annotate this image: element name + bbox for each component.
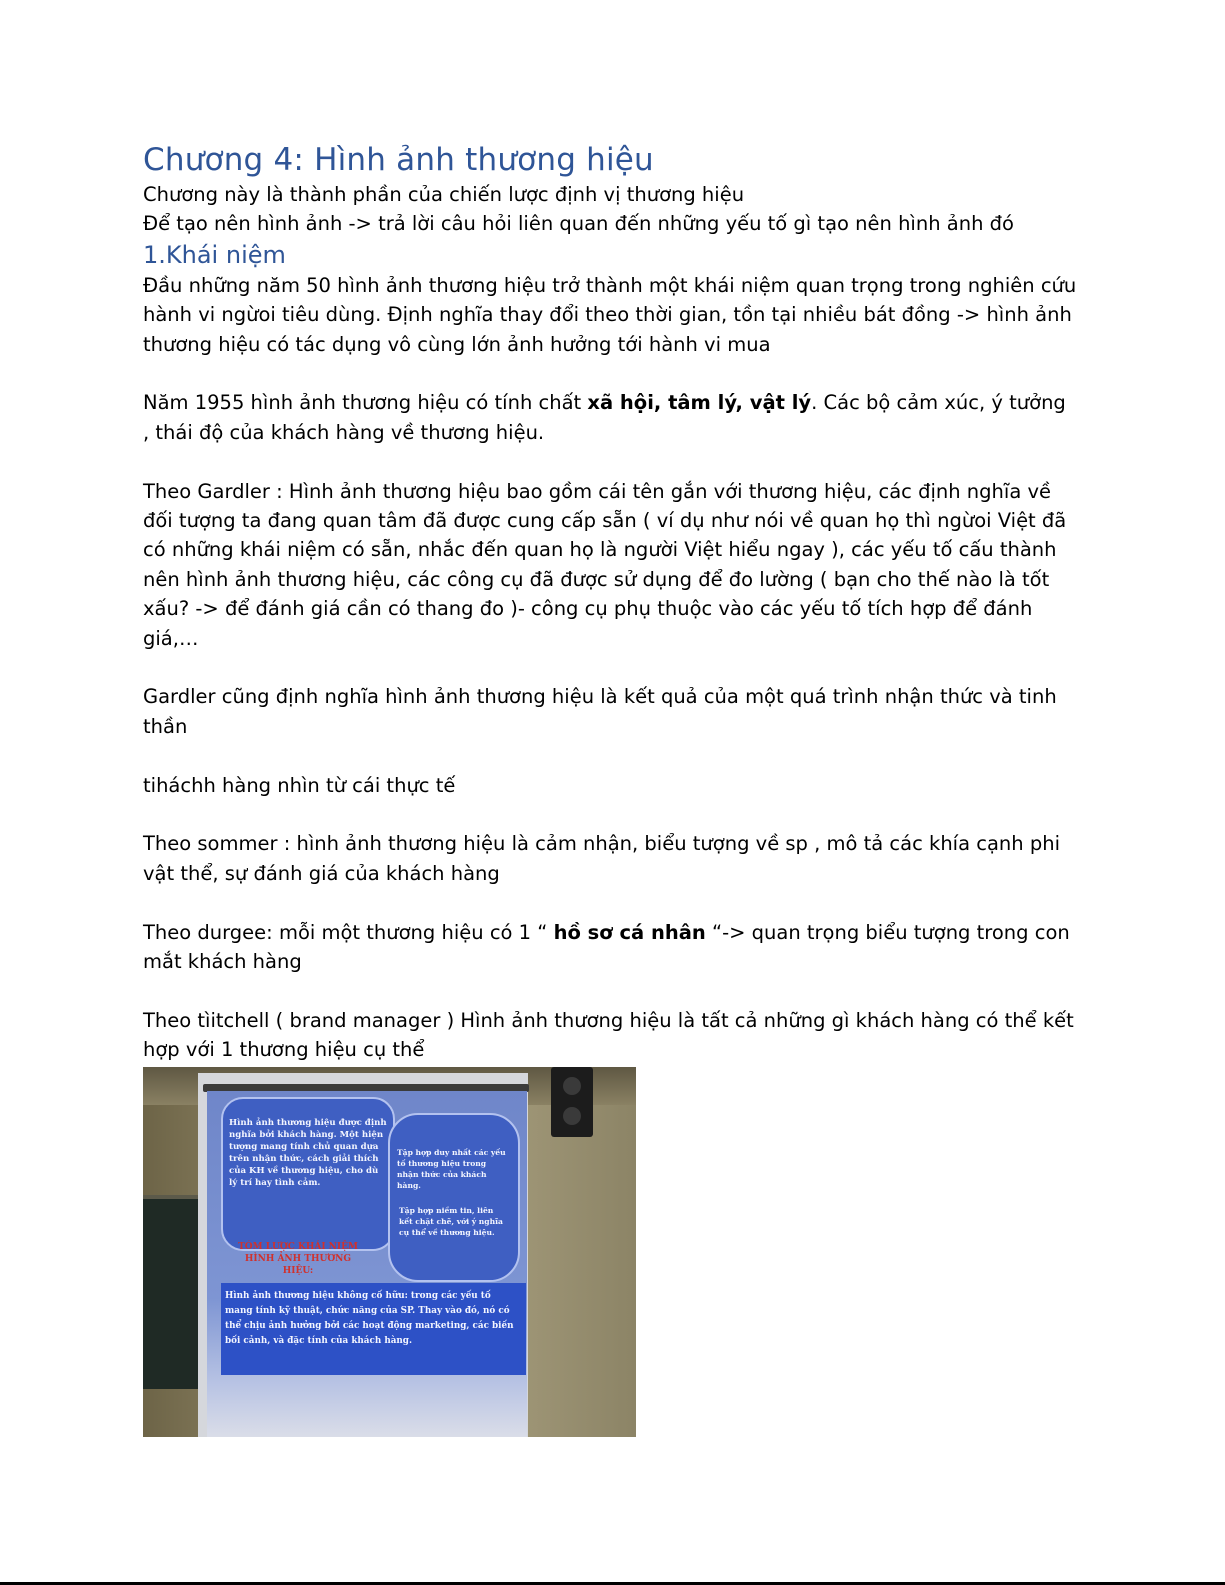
slide-bottom-text: Hình ảnh thương hiệu không cố hữu: trong các yếu tố mang tính kỹ thuật, chức năng của SP. Thay vào đó, nó có thể chịu ảnh hưởng bởi các hoạt động marketing, các biến bối cảnh, và đặc tính của khách hàng. <box>225 1290 514 1346</box>
speaker-icon <box>551 1067 593 1137</box>
slide-photo <box>143 1067 636 1437</box>
paragraph-gardler: Theo Gardler : Hình ảnh thương hiệu bao gồm cái tên gắn với thương hiệu, các định nghĩa về đối tượng ta đang quan tâm đã được cung cấp sẵn ( ví dụ như nói về quan họ thì ngừoi Việt đã có những khái niệm có sẵn, nhắc đến quan họ là người Việt hiểu ngay ), các yếu tố cấu thành nên hình ảnh thương hiệu, các công cụ đã được sử dụng để đo lường ( bạn cho thế nào là tốt xấu? -> để đánh giá cần có thang đo )- công cụ phụ thuộc vào các yếu tố tích hợp để đánh giá,… <box>143 479 1067 650</box>
paragraph-durgee: Theo durgee: mỗi một thương hiệu có 1 “ hồ sơ cá nhân “-> quan trọng biểu tượng trong con mắt khách hàng <box>143 920 1070 974</box>
paragraph-sommer: Theo sommer : hình ảnh thương hiệu là cảm nhận, biểu tượng về sp , mô tả các khía cạnh phi vật thể, sự đánh giá của khách hàng <box>143 832 1060 885</box>
document-body <box>143 140 1078 1437</box>
intro-line-2: Để tạo nên hình ảnh -> trả lời câu hỏi liên quan đến những yếu tố gì tạo nên hình ảnh đó <box>143 212 1014 236</box>
intro-line-1: Chương này là thành phần của chiến lược định vị thương hiệu <box>143 183 745 206</box>
paragraph-mitchell: Theo tìitchell ( brand manager ) Hình ảnh thương hiệu là tất cả những gì khách hàng có thể kết hợp với 1 thương hiệu cụ thể <box>143 1008 1074 1062</box>
slide-left-text: Hình ảnh thương hiệu được định nghĩa bởi khách hàng. Một hiện tượng mang tính chủ quan dựa trên nhận thức, cách giải thích của KH về thương hiệu, cho dù lý trí hay tình cảm. <box>229 1117 387 1188</box>
paragraph-history: Đầu những năm 50 hình ảnh thương hiệu trở thành một khái niệm quan trọng trong nghiên cứu hành vi ngừoi tiêu dùng. Định nghĩa thay đổi theo thời gian, tồn tại nhiều bát đồng -> hình ảnh thương hiệu có tác dụng vô cùng lớn ảnh hưởng tới hành vi mua <box>143 273 1077 356</box>
paragraph-gardler-definition: Gardler cũng định nghĩa hình ảnh thương hiệu là kết quả của một quá trình nhận thức và tinh thần <box>143 685 1057 738</box>
paragraph-customer-view: tiháchh hàng nhìn từ cái thực tế <box>143 773 456 797</box>
slide-right-bubble <box>388 1113 520 1282</box>
slide-summary-title: TÓM LƯỢC KHÁI NIỆM HÌNH ẢNH THƯƠNG HIỆU: <box>238 1241 358 1276</box>
paragraph-1955: Năm 1955 hình ảnh thương hiệu có tính chất xã hội, tâm lý, vật lý. Các bộ cảm xúc, ý tưởng , thái độ của khách hàng về thương hiệu. <box>143 391 1066 444</box>
slide-right-text-1: Tập hợp duy nhất các yếu tố thương hiệu trong nhận thức của khách hàng. <box>397 1147 506 1190</box>
section-heading: 1.Khái niệm <box>143 240 286 269</box>
slide-right-text-2: Tập hợp niềm tin, liên kết chặt chẽ, với ý nghĩa cụ thể về thương hiệu. <box>399 1205 503 1237</box>
chapter-title: Chương 4: Hình ảnh thương hiệu <box>143 142 654 178</box>
